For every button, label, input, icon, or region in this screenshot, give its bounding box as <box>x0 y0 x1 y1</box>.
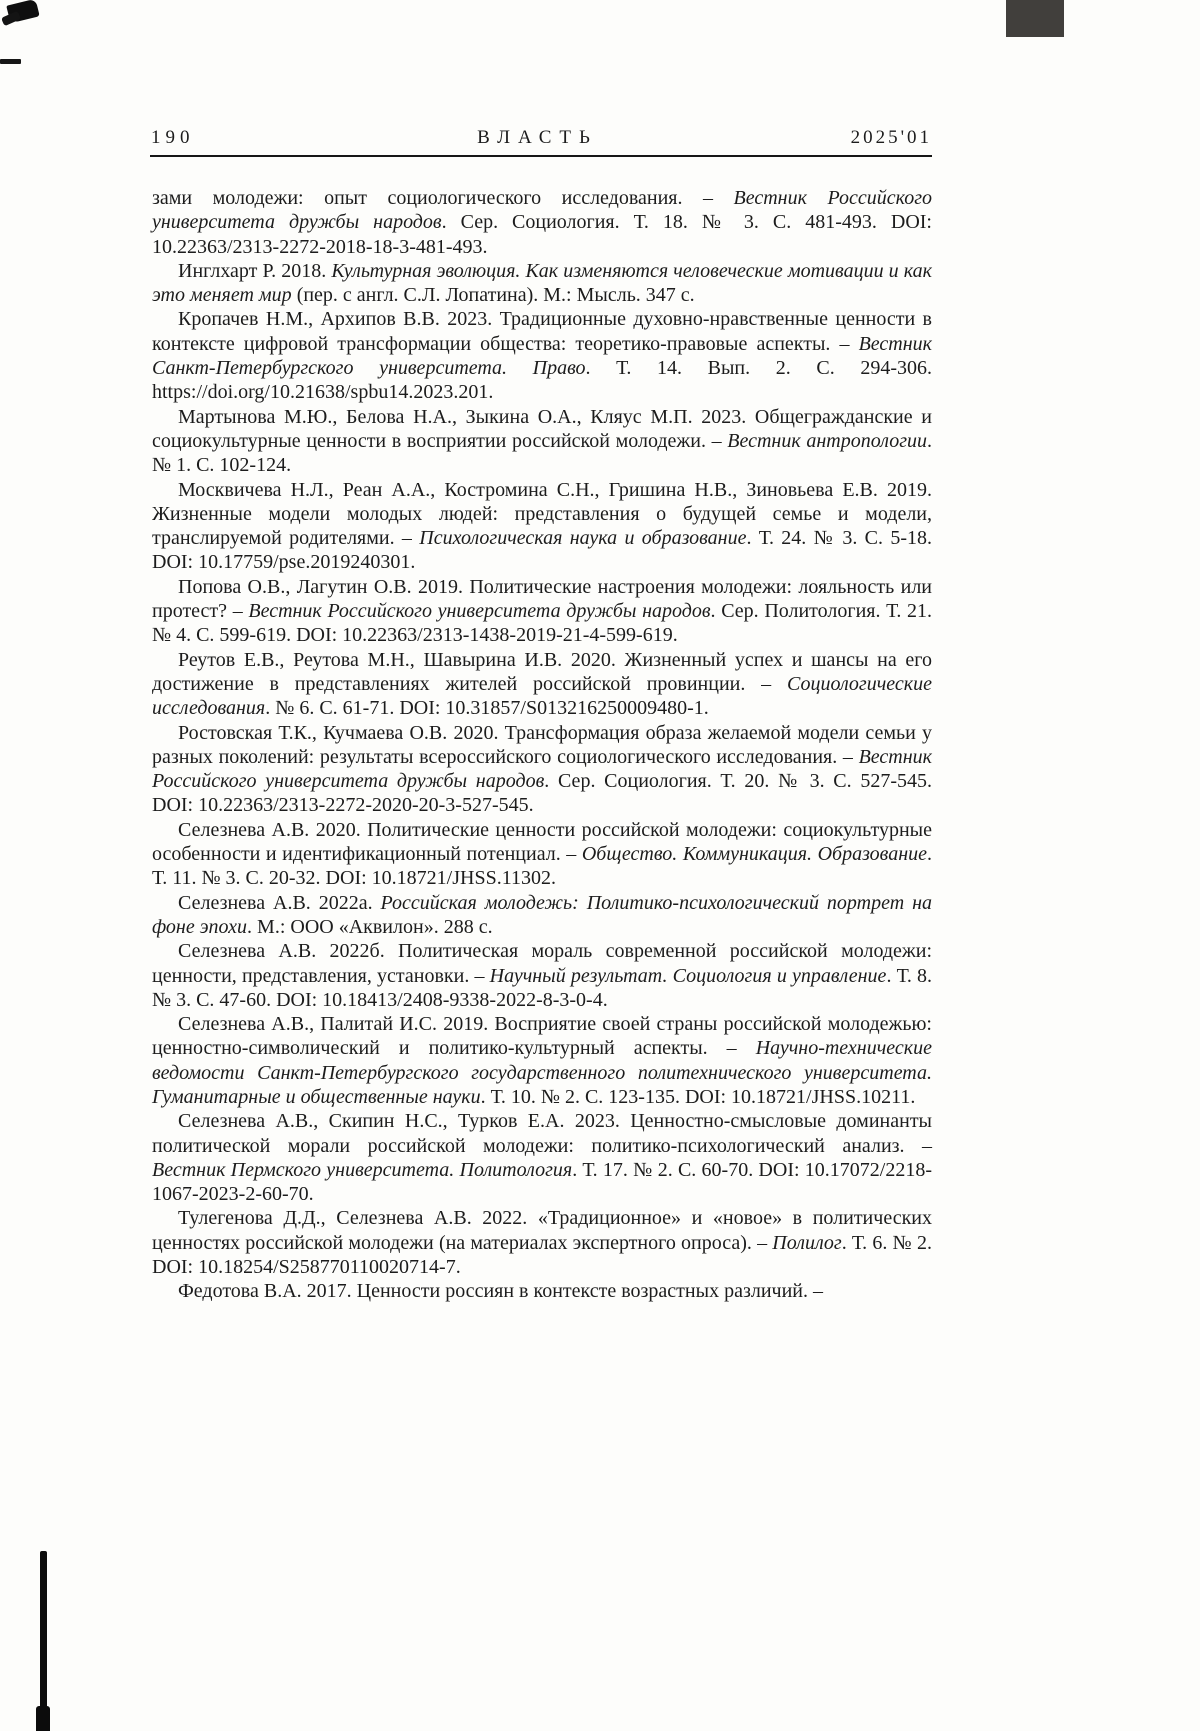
reference-entry <box>152 1012 932 1109</box>
reference-text: зами молодежи: опыт социологического исследования. – <box>152 187 734 209</box>
reference-text: Селезнева А.В. 2022а. <box>178 891 381 914</box>
scan-artifact-top-left-blob-2 <box>1 11 21 27</box>
scan-artifact-top-right-block <box>1006 0 1064 37</box>
page-number: 190 <box>151 127 195 148</box>
reference-entry <box>152 721 932 818</box>
reference-source-title: Вестник антропологии <box>727 429 928 452</box>
reference-source-title: Научно-технические ведомости Санкт-Петербургского государственного политехнического университета. Гуманитарные и общественные науки <box>152 1037 932 1108</box>
reference-text: Кропачев Н.М., Архипов В.В. 2023. Традиционные духовно-нравственные ценности в контексте цифровой трансформации общества: теоретико-правовые аспекты. – <box>152 308 932 355</box>
header-rule <box>150 155 932 157</box>
reference-source-title: Вестник Санкт-Петербургского университета. Право <box>152 332 932 380</box>
reference-source-title: Полилог <box>772 1231 842 1254</box>
reference-text: . № 1. С. 102-124. <box>152 429 933 477</box>
reference-text: Инглхарт Р. 2018. <box>178 259 332 282</box>
reference-source-title: Вестник Российского университета дружбы народов <box>152 187 932 234</box>
reference-text: . Т. 17. № 2. С. 60-70. DOI: 10.17072/2218-1067-2023-2-60-70. <box>152 1158 932 1206</box>
reference-text: . Т. 8. № 3. С. 47-60. DOI: 10.18413/2408-9338-2022-8-3-0-4. <box>152 964 933 1011</box>
reference-entry <box>152 648 932 721</box>
reference-entry <box>152 1206 932 1279</box>
reference-entry <box>152 405 932 478</box>
reference-source-title: Культурная эволюция. Как изменяются человеческие мотивации и как это меняет мир <box>152 259 932 307</box>
reference-text: (пер. с англ. С.Л. Лопатина). М.: Мысль. 347 с. <box>291 284 695 307</box>
reference-source-title: Вестник Российского университета дружбы народов <box>248 600 711 623</box>
reference-source-title: Вестник Пермского университета. Политология <box>152 1158 573 1181</box>
reference-source-title: Вестник Российского университета дружбы народов <box>152 745 932 793</box>
reference-text: Попова О.В., Лагутин О.В. 2019. Политические настроения молодежи: лояльность или протест? – <box>152 575 932 623</box>
reference-text: Мартынова М.Ю., Белова Н.А., Зыкина О.А., Кляус М.П. 2023. Общегражданские и социокультурные ценности в восприятии российской молодежи. – <box>152 405 932 452</box>
reference-text: . М.: ООО «Аквилон». 288 с. <box>247 915 493 938</box>
issue-number: 2025'01 <box>850 127 932 148</box>
reference-text: . Т. 6. № 2. DOI: 10.18254/S258770110020714-7. <box>152 1231 933 1279</box>
scan-artifact-left-tick <box>0 59 21 64</box>
reference-source-title: Научный результат. Социология и управление <box>489 964 887 987</box>
reference-text: . Т. 11. № 3. С. 20-32. DOI: 10.18721/JHSS.11302. <box>152 843 932 890</box>
reference-entry <box>152 259 932 308</box>
reference-text: Федотова В.А. 2017. Ценности россиян в контексте возрастных различий. – <box>178 1280 823 1303</box>
reference-text: . Т. 14. Вып. 2. С. 294-306. https://doi.org/10.21638/spbu14.2023.201. <box>152 357 932 404</box>
journal-title: ВЛАСТЬ <box>477 127 598 148</box>
reference-text: . Сер. Социология. Т. 20. № 3. С. 527-545. DOI: 10.22363/2313-2272-2020-20-3-527-545. <box>152 770 932 817</box>
reference-text: . № 6. С. 61-71. DOI: 10.31857/S013216250009480-1. <box>265 697 709 720</box>
reference-text: Селезнева А.В. 2022б. Политическая мораль современной российской молодежи: ценности, представления, установки. – <box>152 940 932 987</box>
reference-text: Москвичева Н.Л., Реан А.А., Костромина С.Н., Гришина Н.В., Зиновьева Е.В. 2019. Жизненные модели молодых людей: представления о будущей семье и модели, транслируемой родителями. – <box>152 478 932 550</box>
reference-text: . Т. 24. № 3. С. 5-18. DOI: 10.17759/pse.2019240301. <box>152 527 932 574</box>
reference-entry <box>152 1109 932 1206</box>
reference-text: Ростовская Т.К., Кучмаева О.В. 2020. Трансформация образа желаемой модели семьи у разных поколений: результаты всероссийского социологического исследования. – <box>152 721 932 768</box>
reference-text: Реутов Е.В., Реутова М.Н., Шавырина И.В. 2020. Жизненный успех и шансы на его достижение в представлениях жителей российской провинции. – <box>152 648 932 695</box>
reference-entry <box>152 1279 932 1303</box>
reference-text: Селезнева А.В. 2020. Политические ценности российской молодежи: социокультурные особенности и идентификационный потенциал. – <box>152 818 932 866</box>
reference-text: Тулегенова Д.Д., Селезнева А.В. 2022. «Традиционное» и «новое» в политических ценностях российской молодежи (на материалах экспертного опроса). – <box>152 1207 932 1254</box>
reference-entry <box>152 307 932 404</box>
reference-source-title: Психологическая наука и образование <box>419 527 747 550</box>
reference-entry <box>152 818 932 891</box>
scan-artifact-bottom-left-foot <box>36 1706 50 1731</box>
reference-source-title: Социологические исследования <box>152 672 932 720</box>
references-list <box>152 186 932 1304</box>
reference-text: . Т. 10. № 2. С. 123-135. DOI: 10.18721/JHSS.10211. <box>480 1085 916 1108</box>
reference-text: . Сер. Политология. Т. 21. № 4. С. 599-619. DOI: 10.22363/2313-1438-2019-21-4-599-619. <box>152 600 932 647</box>
reference-entry <box>152 891 932 940</box>
reference-source-title: Российская молодежь: Политико-психологический портрет на фоне эпохи <box>152 891 932 938</box>
reference-text: . Сер. Социология. Т. 18. № 3. С. 481-493. DOI: 10.22363/2313-2272-2018-18-3-481-493. <box>152 211 932 258</box>
scan-artifact-bottom-left-bar <box>40 1551 47 1731</box>
reference-entry <box>152 939 932 1012</box>
reference-text: Селезнева А.В., Скипин Н.С., Турков Е.А. 2023. Ценностно-смысловые доминанты политической морали российской молодежи: политико-психологический анализ. – <box>152 1110 932 1157</box>
reference-text: Селезнева А.В., Палитай И.С. 2019. Восприятие своей страны российской молодежью: ценностно-символический и политико-культурный аспекты. – <box>152 1013 932 1060</box>
reference-source-title: Общество. Коммуникация. Образование <box>581 843 927 866</box>
reference-entry <box>152 575 932 648</box>
reference-entry <box>152 186 932 259</box>
reference-entry <box>152 478 932 575</box>
page-header <box>151 127 932 149</box>
scan-artifact-top-left-blob <box>6 0 39 23</box>
